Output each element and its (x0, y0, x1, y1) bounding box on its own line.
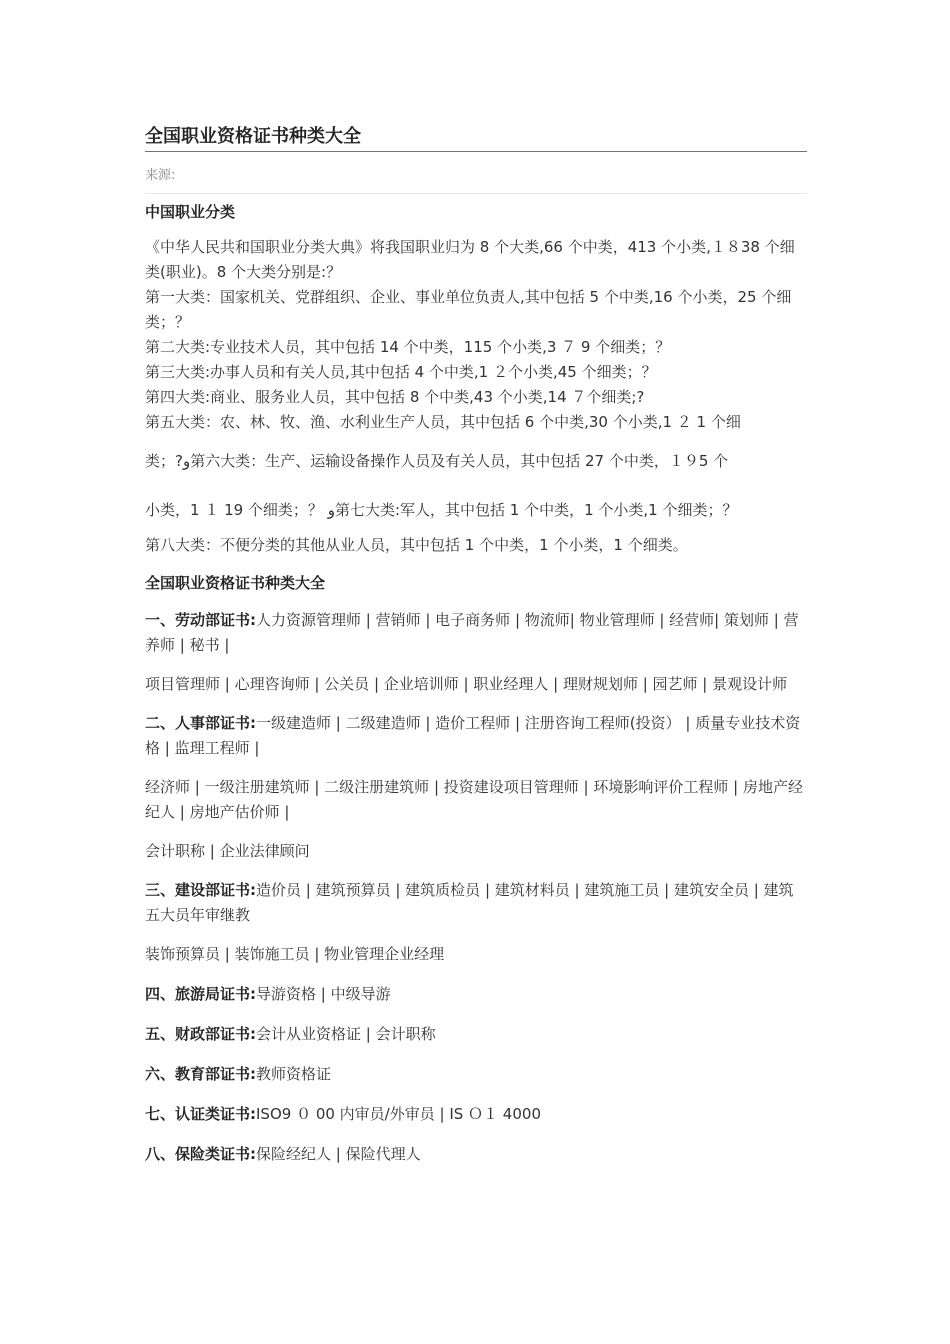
class-line-3: 第三大类:办事人员和有关人员,其中包括 4 个中类,1 ２个小类,45 个细类；？ (145, 363, 657, 381)
class-line-1: 第一大类：国家机关、党群组织、企业、事业单位负责人,其中包括 5 个中类,16 个小类，25 个细类；？ (145, 288, 792, 331)
cert-heading: 七、认证类证书: (145, 1105, 256, 1123)
cert-list: 一级建造师 | 二级建造师 | 造价工程师 | 注册咨询工程师(投资） | 质量专业技术资格 | 监理工程师 | (145, 714, 801, 757)
cert-list: 人力资源管理师 | 营销师 | 电子商务师 | 物流师| 物业管理师 | 经营师| 策划师 | 营养师 | 秘书 | (145, 611, 799, 654)
class-line-6: 类；?ﻭ第六大类：生产、运输设备操作人员及有关人员，其中包括 27 个中类，１９5 个 (145, 452, 729, 470)
cert-paragraph-personnel-cont2 (145, 839, 807, 864)
cert-paragraph-labor (145, 608, 807, 658)
cert-paragraph-finance (145, 1022, 807, 1047)
cert-list: 会计职称 | 企业法律顾问 (145, 842, 310, 860)
cert-heading: 一、劳动部证书: (145, 611, 256, 629)
cert-list: 项目管理师 | 心理咨询师 | 公关员 | 企业培训师 | 职业经理人 | 理财规划师 | 园艺师 | 景观设计师 (145, 675, 788, 693)
cert-list: 教师资格证 (256, 1065, 332, 1083)
cert-list: 装饰预算员 | 装饰施工员 | 物业管理企业经理 (145, 945, 445, 963)
cert-heading: 八、保险类证书: (145, 1145, 256, 1163)
cert-heading: 三、建设部证书: (145, 881, 256, 899)
cert-list: 导游资格 | 中级导游 (256, 985, 391, 1003)
class-line-5: 第五大类：农、林、牧、渔、水利业生产人员，其中包括 6 个中类,30 个小类,1 ２ 1 个细 (145, 413, 741, 431)
cert-paragraph-insurance (145, 1142, 807, 1167)
cert-paragraph-personnel (145, 711, 807, 761)
cert-paragraph-certification (145, 1102, 807, 1127)
cert-list: 经济师 | 一级注册建筑师 | 二级注册建筑师 | 投资建设项目管理师 | 环境影响评价工程师 | 房地产经纪人 | 房地产估价师 | (145, 778, 803, 821)
intro-paragraph: 《中华人民共和国职业分类大典》将我国职业归为 8 个大类,66 个中类，413 个小类,１８38 个细类(职业)。8 个大类分别是:？ (145, 238, 795, 281)
cert-list: 保险经纪人 | 保险代理人 (256, 1145, 421, 1163)
class-line-8: 第八大类：不便分类的其他从业人员，其中包括 1 个中类，1 个小类，1 个细类。 (145, 536, 688, 554)
cert-paragraph-construction (145, 878, 807, 928)
cert-heading: 四、旅游局证书: (145, 985, 256, 1003)
cert-paragraph-personnel-cont (145, 775, 807, 825)
cert-list: ISO9 ０ 00 内审员/外审员 | IS Ｏ１ 4000 (256, 1105, 541, 1123)
class-line-7: 小类，1 １ 19 个细类；？ ﻭ第七大类:军人，其中包括 1 个中类，1 个小类,1 个细类；？ (145, 501, 738, 519)
cert-heading: 二、人事部证书: (145, 714, 256, 732)
cert-heading: 六、教育部证书: (145, 1065, 256, 1083)
document-body (145, 124, 807, 1167)
section-heading-occupation-classes: 中国职业分类 (145, 203, 236, 221)
cert-paragraph-education (145, 1062, 807, 1087)
cert-heading: 五、财政部证书: (145, 1025, 256, 1043)
section-heading-certificates: 全国职业资格证书种类大全 (145, 574, 326, 592)
class-line-4: 第四大类:商业、服务业人员，其中包括 8 个中类,43 个小类,14 ７个细类;? (145, 388, 645, 406)
class-line-2: 第二大类:专业技术人员，其中包括 14 个中类，115 个小类,3 ７ 9 个细类；？ (145, 338, 671, 356)
page-title: 全国职业资格证书种类大全 (145, 124, 807, 152)
cert-list: 会计从业资格证 | 会计职称 (256, 1025, 436, 1043)
cert-paragraph-labor-cont (145, 672, 807, 697)
cert-paragraph-tourism (145, 982, 807, 1007)
cert-paragraph-construction-cont (145, 942, 807, 967)
source-label: 来源: (145, 164, 807, 194)
cert-list: 造价员 | 建筑预算员 | 建筑质检员 | 建筑材料员 | 建筑施工员 | 建筑安全员 | 建筑五大员年审继教 (145, 881, 794, 924)
